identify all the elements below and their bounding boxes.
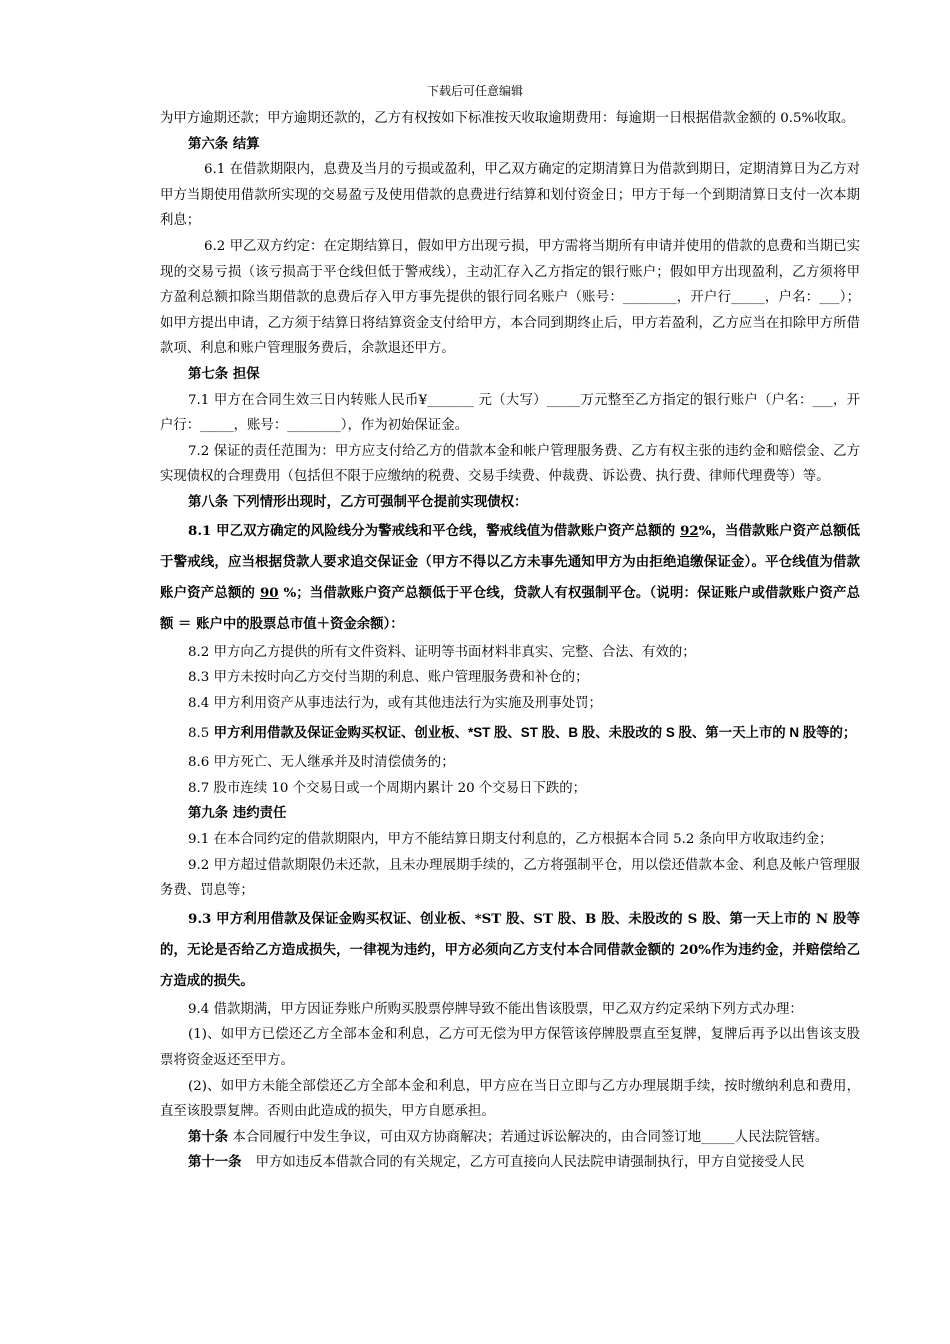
article-6-title: 第六条 结算 [188, 135, 260, 152]
clause-9-2: 9.2 甲方超过借款期限仍未还款，且未办理展期手续的，乙方将强制平仓，用以偿还借款本金、利息及帐户管理服务费、罚息等； [160, 857, 860, 899]
article-11-text: 甲方如违反本借款合同的有关规定，乙方可直接向人民法院申请强制执行，甲方自觉接受人民 [255, 1155, 805, 1171]
clause-8-1-part-b: %，当借款账户资产总额低于警戒线，应当根据贷款人要求追交保证金（甲方不得以乙方未事先通知甲方为由拒绝追缴保证金）。平仓线值为借款账户资产总额的 [160, 522, 860, 601]
article-8-title: 第八条 下列情形出现时，乙方可强制平仓提前实现债权： [188, 493, 528, 510]
clause-6-1: 6.1 在借款期限内，息费及当月的亏损或盈利，甲乙双方确定的定期清算日为借款到期日，定期清算日为乙方对甲方当期使用借款所实现的交易盈亏及使用借款的息费进行结算和划付资金日；甲方于每一个到期清算日支付一次本期利息； [160, 162, 860, 229]
clause-8-1-part-c: %；当借款账户资产总额低于平仓线，贷款人有权强制平仓。（说明：保证账户或借款账户资产总额 ＝ 账户中的股票总市值＋资金余额）： [160, 584, 860, 632]
clause-6-2: 6.2 甲乙双方约定：在定期结算日，假如甲方出现亏损，甲方需将当期所有申请并使用的借款的息费和当期已实现的交易亏损（该亏损高于平仓线但低于警戒线），主动汇存入乙方指定的银行账户；假如甲方出现盈利，乙方须将甲方盈利总额扣除当期借款的息费后存入甲方事先提供的银行同名账户（账号：________，开户行_____，户名：___）；如甲方提出申请，乙方须于结算日将结算资金支付给甲方，本合同到期终止后，甲方若盈利，乙方应当在扣除甲方所借款项、利息和账户管理服务费后，余款退还甲方。 [160, 238, 860, 357]
clause-7-1: 7.1 甲方在合同生效三日内转账人民币¥_______ 元（大写）_____万元整至乙方指定的银行账户（户名：___，开户行：_____，账号：________），作为初始保证金。 [160, 392, 860, 434]
article-11 [160, 1150, 860, 1176]
clause-8-3: 8.3 甲方未按时向乙方交付当期的利息、账户管理服务费和补仓的； [188, 670, 589, 686]
clause-9-3 [160, 904, 860, 997]
clause-8-5-number: 8.5 [188, 726, 214, 742]
clause-8-7: 8.7 股市连续 10 个交易日或一个周期内累计 20 个交易日下跌的； [188, 780, 587, 796]
clause-8-5-text: 甲方利用借款及保证金购买权证、创业板、*ST 股、ST 股、B 股、未股改的 S 股、第一天上市的 N 股等的； [213, 725, 857, 741]
paragraph-overdue: 为甲方逾期还款；甲方逾期还款的，乙方有权按如下标准按天收取逾期费用：每逾期一日根据借款金额的 0.5%收取。 [160, 111, 855, 126]
clause-8-5 [160, 716, 860, 750]
article-9-title: 第九条 违约责任 [188, 805, 287, 822]
page-header: 下载后可任意编辑 [426, 84, 523, 98]
article-10-title: 第十条 [188, 1128, 229, 1145]
article-10 [160, 1125, 860, 1151]
clause-9-3-number: 9.3 [188, 910, 217, 927]
clause-8-2: 8.2 甲方向乙方提供的所有文件资料、证明等书面材料非真实、完整、合法、有效的； [188, 644, 696, 660]
clause-7-2: 7.2 保证的责任范围为：甲方应支付给乙方的借款本金和帐户管理服务费、乙方有权主张的违约金和赔偿金、乙方实现债权的合理费用（包括但不限于应缴纳的税费、交易手续费、仲裁费、诉讼费、执行费、律师代理费等）等。 [160, 443, 860, 485]
article-10-text: 本合同履行中发生争议，可由双方协商解决；若通过诉讼解决的，由合同签订地_____人民法院管辖。 [228, 1129, 829, 1145]
contract-body [160, 106, 860, 1176]
clause-9-4-item-1: (1)、如甲方已偿还乙方全部本金和利息，乙方可无偿为甲方保管该停牌股票直至复牌，复牌后再予以出售该支股票将资金返还至甲方。 [160, 1027, 860, 1069]
article-7-title: 第七条 担保 [188, 365, 260, 382]
clause-9-3-text: 甲方利用借款及保证金购买权证、创业板、*ST 股、ST 股、B 股、未股改的 S 股、第一天上市的 N 股等的，无论是否给乙方造成损失，一律视为违约，甲方必须向乙方支付本合同借款金额的 20%作为违约金，并赔偿给乙方造成的损失。 [160, 910, 860, 989]
warning-line-percent: 92 [680, 522, 699, 539]
clause-9-1: 9.1 在本合同约定的借款期限内，甲方不能结算日期支付利息的，乙方根据本合同 5.2 条向甲方收取违约金； [188, 832, 833, 848]
clause-8-4: 8.4 甲方利用资产从事违法行为，或有其他违法行为实施及刑事处罚； [188, 695, 602, 711]
clause-9-4: 9.4 借款期满，甲方因证券账户所购买股票停牌导致不能出售该股票，甲乙双方约定采纳下列方式办理： [188, 1001, 803, 1017]
clause-8-1-part-a: 8.1 甲乙双方确定的风险线分为警戒线和平仓线，警戒线值为借款账户资产总额的 [188, 522, 681, 539]
clause-8-1 [160, 516, 860, 640]
clause-9-4-item-2: (2)、如甲方未能全部偿还乙方全部本金和利息，甲方应在当日立即与乙方办理展期手续，按时缴纳利息和费用，直至该股票复牌。否则由此造成的损失，甲方自愿承担。 [160, 1078, 860, 1120]
liquidation-line-percent: 90 [259, 584, 279, 601]
clause-8-6: 8.6 甲方死亡、无人继承并及时清偿债务的； [188, 755, 455, 771]
article-11-title: 第十一条 [188, 1154, 242, 1171]
